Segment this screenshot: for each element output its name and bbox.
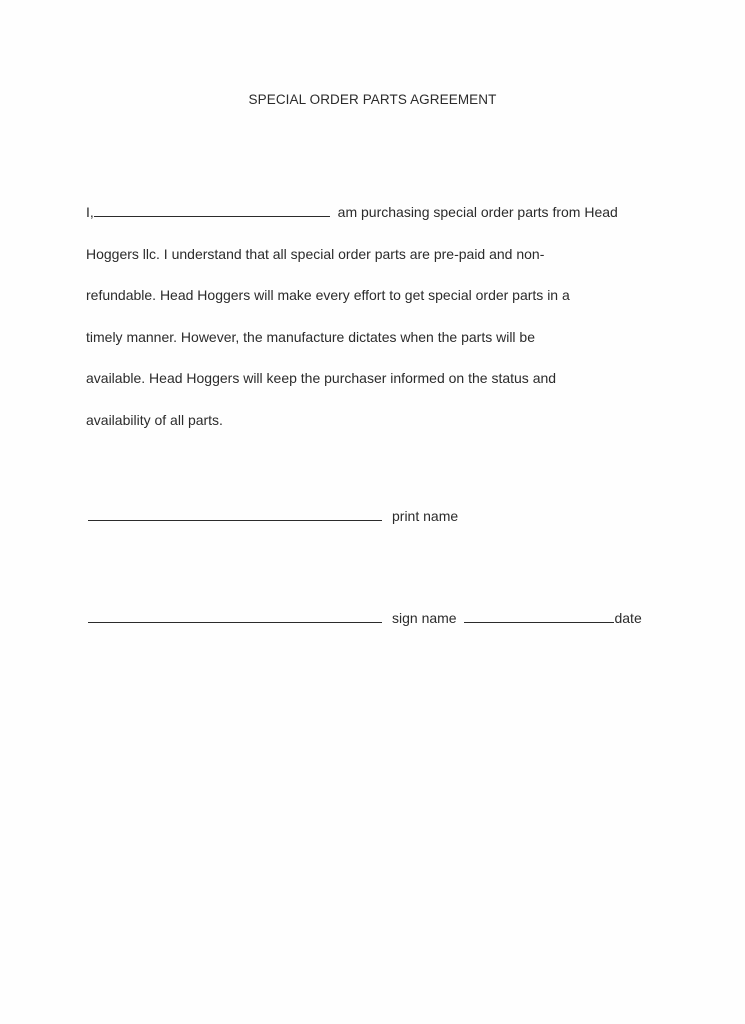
document-title: SPECIAL ORDER PARTS AGREEMENT (248, 92, 497, 107)
paragraph-line-4: timely manner. However, the manufacture dictates when the parts will be (86, 328, 535, 345)
sign-name-blank[interactable] (88, 608, 382, 623)
line1-prefix: I, (86, 204, 94, 220)
print-name-blank[interactable] (88, 506, 382, 521)
paragraph-line-5: available. Head Hoggers will keep the purchaser informed on the status and (86, 370, 557, 386)
date-label: date (614, 610, 642, 626)
agreement-paragraph (86, 192, 666, 441)
print-name-row (88, 506, 458, 524)
sign-name-row (88, 608, 642, 626)
paragraph-line-3: refundable. Head Hoggers will make every effort to get special order parts in a (86, 287, 570, 303)
line1-suffix: am purchasing special order parts from Head (337, 204, 618, 220)
print-name-label: print name (392, 508, 459, 524)
paragraph-line-6: availability of all parts. (86, 411, 223, 428)
date-blank[interactable] (464, 608, 614, 623)
sign-name-label: sign name (392, 610, 457, 626)
purchaser-name-blank[interactable] (94, 202, 330, 217)
paragraph-line-2: Hoggers llc. I understand that all special order parts are pre-paid and non- (86, 245, 545, 262)
paragraph-line-1 (86, 192, 666, 234)
